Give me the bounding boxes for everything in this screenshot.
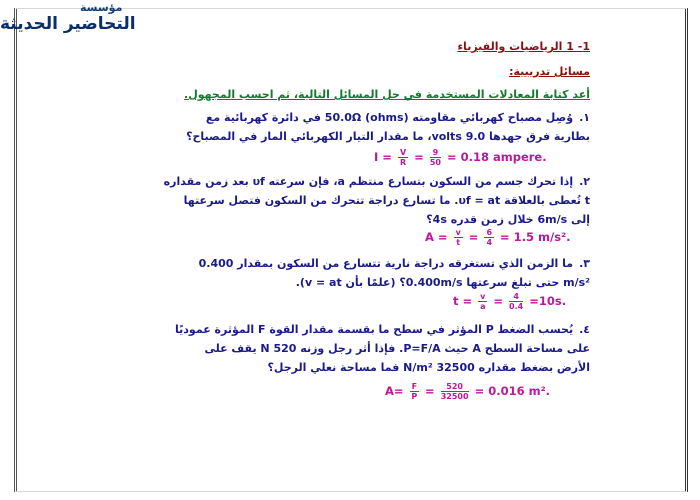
fraction: $\frac{V}{R}$ [399,148,407,167]
answer-3: t = $\frac{v}{a}$ = $\frac{4}{0.4}$ =10s. [453,292,567,311]
fraction: $\frac{v}{t}$ [455,228,461,247]
question-line: إلى 6m/s خلال زمن قدره 4s؟ [426,213,590,226]
question-3 [30,254,590,292]
question-number: ٣. [579,257,590,270]
answer-1: I = $\frac{V}{R}$ = $\frac{9}{50}$ = 0.18 ampere. [374,148,547,167]
logo-top-text: مؤسسة [80,1,123,14]
question-4 [30,320,590,377]
instructions: أعد كتابة المعادلات المستخدمة في حل المسائل التالية، ثم احسب المجهول. [184,88,590,101]
question-1 [30,108,590,146]
subsection-title: مسائل تدريبية: [509,65,590,78]
section-title: 1- 1 الرياضيات والفيزياء [457,40,590,53]
question-line: t تُعطى بالعلاقة υf = at. ما تسارع دراجة تتحرك من السكون فتصل سرعتها [183,194,590,207]
question-line: m/s² حتى تبلغ سرعتها 0.400m/s؟ (علمًا بأن v = at). [295,276,590,289]
publisher-logo [0,0,185,44]
question-number: ٤. [579,323,590,336]
question-line: ٢.إذا تحرك جسم من السكون بتسارع منتظم a، فإن سرعته υf بعد زمن مقداره [163,175,590,188]
fraction: $\frac{9}{50}$ [429,148,441,167]
question-line: الأرض بضغط مقداره 32500 N/m² فما مساحة نعلي الرجل؟ [267,361,590,374]
page-frame [14,8,688,492]
fraction: $\frac{F}{P}$ [411,382,418,401]
question-2 [30,172,590,229]
question-number: ١. [579,111,590,124]
answer-2: A = $\frac{v}{t}$ = $\frac{6}{4}$ = 1.5 m/s². [425,228,571,247]
question-line: ٤.يُحسب الضغط P المؤثر في سطح ما بقسمة مقدار القوة F المؤثرة عموديًا [175,323,590,336]
question-line: بطارية فرق جهدها 9.0 volts، ما مقدار التيار الكهربائي المار في المصباح؟ [186,130,590,143]
logo-main-text: التحاضير الحديثة [0,14,136,34]
question-line: ٣.ما الزمن الذي تستغرقه دراجة نارية تتسارع من السكون بمقدار 0.400 [198,257,590,270]
question-line: على مساحة السطح A حيث P=F/A. فإذا أثر رجل وزنه 520 N يقف على [204,342,590,355]
answer-4: A= $\frac{F}{P}$ = $\frac{520}{32500}$ = 0.016 m². [385,382,550,401]
fraction: $\frac{v}{a}$ [480,292,486,311]
question-number: ٢. [579,175,590,188]
fraction: $\frac{6}{4}$ [486,228,493,247]
fraction: $\frac{520}{32500}$ [440,382,469,401]
question-line: ١.وُصِل مصباح كهربائي مقاومته (ohms) 50.0Ω في دائرة كهربائية مع [205,111,590,124]
fraction: $\frac{4}{0.4}$ [509,292,524,311]
